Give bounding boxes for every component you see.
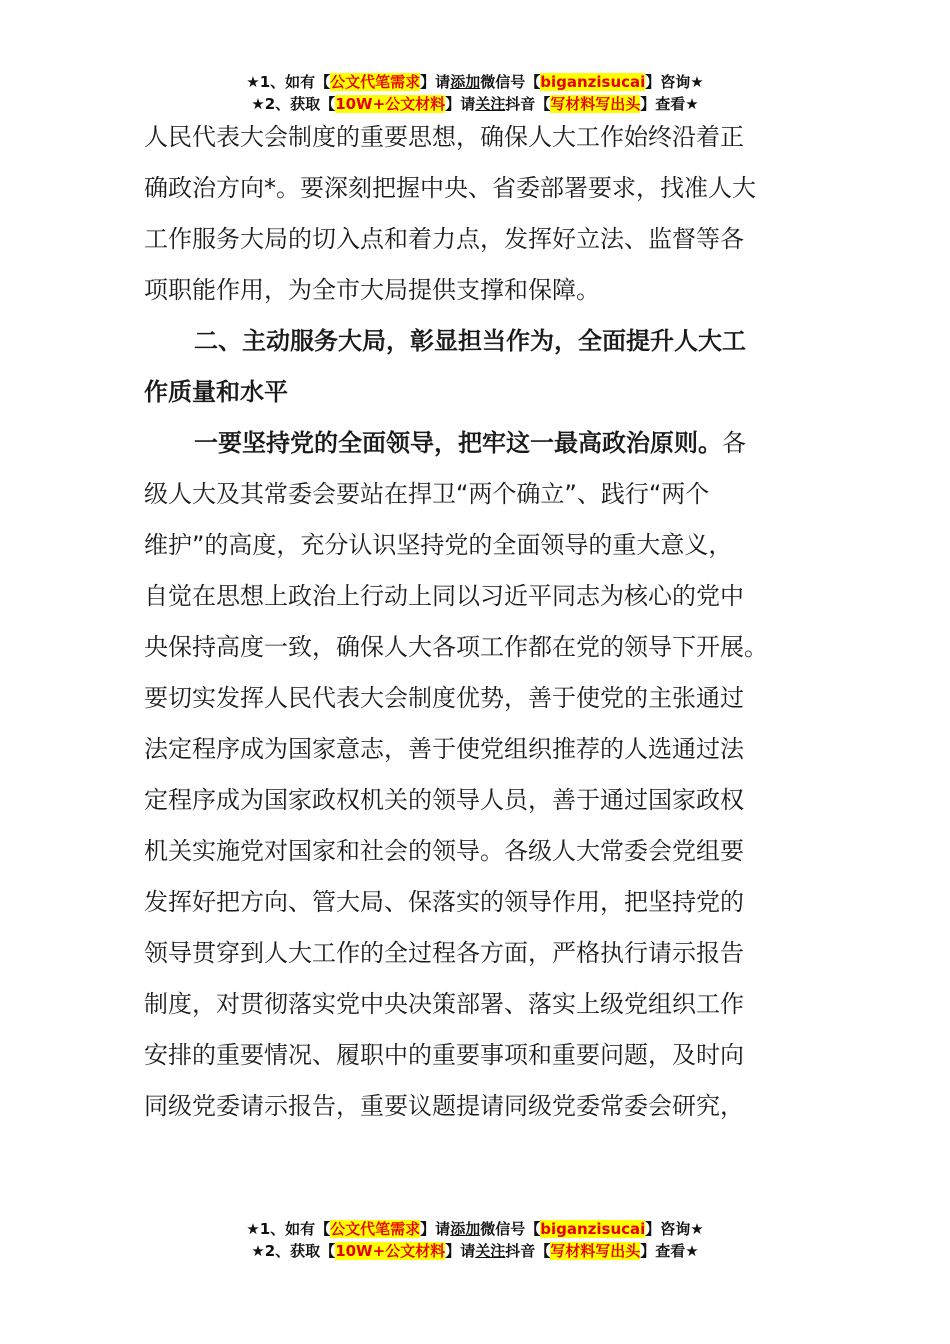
section-heading-cont: 作质量和水平 bbox=[144, 378, 288, 406]
douyin-account: 写材料写出头 bbox=[550, 95, 641, 113]
document-body bbox=[144, 112, 812, 1132]
wechat-id: biganzisucai bbox=[540, 73, 646, 91]
promo-highlight: 公文代笔需求 bbox=[330, 1220, 421, 1238]
body-line: 领导贯穿到人大工作的全过程各方面，严格执行请示报告 bbox=[144, 939, 744, 967]
body-line: 人民代表大会制度的重要思想，确保人大工作始终沿着正 bbox=[144, 123, 744, 151]
promo-highlight: 10W+公文材料 bbox=[335, 95, 446, 113]
promo-line-2: ★2、获取【10W+公文材料】请关注抖音【写材料写出头】查看★ bbox=[251, 95, 699, 113]
promo-line-2: ★2、获取【10W+公文材料】请关注抖音【写材料写出头】查看★ bbox=[251, 1242, 699, 1260]
body-line: 定程序成为国家政权机关的领导人员，善于通过国家政权 bbox=[144, 786, 744, 814]
body-line: 发挥好把方向、管大局、保落实的领导作用，把坚持党的 bbox=[144, 888, 744, 916]
body-line: 要切实发挥人民代表大会制度优势，善于使党的主张通过 bbox=[144, 684, 744, 712]
body-line: 制度，对贯彻落实党中央决策部署、落实上级党组织工作 bbox=[144, 990, 744, 1018]
body-line: 一要坚持党的全面领导，把牢这一最高政治原则。各 bbox=[194, 429, 746, 457]
body-line: 机关实施党对国家和社会的领导。各级人大常委会党组要 bbox=[144, 837, 744, 865]
promo-line-1: ★1、如有【公文代笔需求】请添加微信号【biganzisucai】咨询★ bbox=[246, 73, 704, 91]
promo-highlight: 公文代笔需求 bbox=[330, 73, 421, 91]
promo-line-1: ★1、如有【公文代笔需求】请添加微信号【biganzisucai】咨询★ bbox=[246, 1220, 704, 1238]
bottom-promo-banner bbox=[0, 1218, 950, 1262]
body-line: 法定程序成为国家意志，善于使党组织推荐的人选通过法 bbox=[144, 735, 744, 763]
body-line: 同级党委请示报告，重要议题提请同级党委常委会研究， bbox=[144, 1092, 744, 1120]
body-line: 确政治方向*。要深刻把握中央、省委部署要求，找准人大 bbox=[144, 174, 756, 202]
top-promo-banner bbox=[0, 71, 950, 115]
body-line: 项职能作用，为全市大局提供支撑和保障。 bbox=[144, 276, 600, 304]
body-line: 自觉在思想上政治上行动上同以习近平同志为核心的党中 bbox=[144, 582, 744, 610]
body-line: 安排的重要情况、履职中的重要事项和重要问题，及时向 bbox=[144, 1041, 744, 1069]
lead-sentence: 一要坚持党的全面领导，把牢这一最高政治原则。 bbox=[194, 429, 722, 457]
wechat-id: biganzisucai bbox=[540, 1220, 646, 1238]
body-line: 级人大及其常委会要站在捍卫“两个确立”、践行“两个 bbox=[144, 480, 710, 508]
body-line: 工作服务大局的切入点和着力点，发挥好立法、监督等各 bbox=[144, 225, 744, 253]
body-line: 央保持高度一致，确保人大各项工作都在党的领导下开展。 bbox=[144, 633, 768, 661]
body-line: 维护”的高度，充分认识坚持党的全面领导的重大意义， bbox=[144, 531, 733, 559]
douyin-account: 写材料写出头 bbox=[550, 1242, 641, 1260]
section-heading: 二、主动服务大局，彰显担当作为，全面提升人大工 bbox=[194, 327, 746, 355]
promo-highlight: 10W+公文材料 bbox=[335, 1242, 446, 1260]
